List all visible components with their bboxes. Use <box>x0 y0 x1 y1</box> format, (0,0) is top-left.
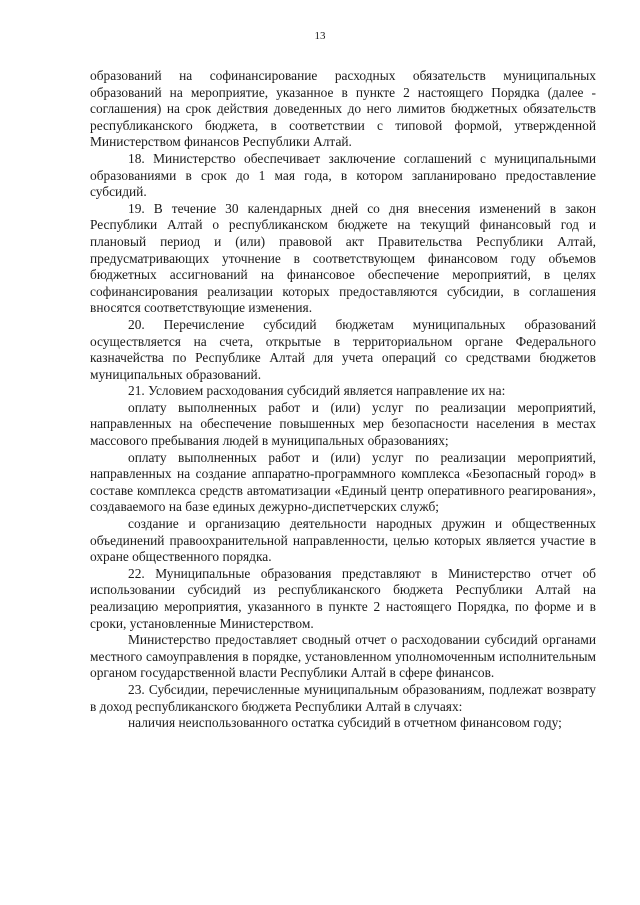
paragraph-20: 20. Перечисление субсидий бюджетам муниципальных образований осуществляется на счета, открытые в территориальном органе Федерального казначейства по Республике Алтай для учета операций со средствами бюджетов муниципальных образований. <box>90 316 596 382</box>
paragraph-22-report: Министерство предоставляет сводный отчет о расходовании субсидий органами местного самоуправления в порядке, установленном уполномоченным исполнительным органом государственной власти Республики Алтай в сфере финансов. <box>90 632 596 681</box>
page-number: 13 <box>314 30 326 42</box>
paragraph-continuation: образований на софинансирование расходных обязательств муниципальных образований на мероприятие, указанное в пункте 2 настоящего Порядка (далее - соглашения) на срок действия доведенных до него лимитов бюджетных обязательств республиканского бюджета, в соответствии с типовой формой, утвержденной Министерством финансов Республики Алтай. <box>90 68 596 150</box>
paragraph-21: 21. Условием расходования субсидий является направление их на: <box>128 383 506 399</box>
paragraph-21-item-2: оплату выполненных работ и (или) услуг по реализации мероприятий, направленных на создание аппаратно-программного комплекса «Безопасный город» в составе комплекса средств автоматизации «Единый центр оперативного реагирования», создаваемого на базе единых дежурно-диспетчерских служб; <box>90 449 596 515</box>
paragraph-21-item-1: оплату выполненных работ и (или) услуг по реализации мероприятий, направленных на обеспечение повышенных мер безопасности населения в местах массового пребывания людей в муниципальных образованиях; <box>90 399 596 449</box>
paragraph-21-item-3: создание и организацию деятельности народных дружин и общественных объединений правоохранительной направленности, целью которых является участие в охране общественного порядка. <box>90 516 596 565</box>
paragraph-23: 23. Субсидии, перечисленные муниципальным образованиям, подлежат возврату в доход республиканского бюджета Республики Алтай в случаях: <box>90 681 596 714</box>
paragraph-18: 18. Министерство обеспечивает заключение соглашений с муниципальными образованиями в срок до 1 мая года, в котором запланировано предоставление субсидий. <box>90 150 596 200</box>
document-body <box>90 68 596 732</box>
paragraph-19: 19. В течение 30 календарных дней со дня внесения изменений в закон Республики Алтай о республиканском бюджете на текущий финансовый год и плановый период и (или) правовой акт Правительства Республики Алтай, предусматривающих уточнение в соответствующем финансовом году объемов бюджетных ассигнований на финансовое обеспечение мероприятий, в целях софинансирования реализации которых предоставляются субсидии, в соглашения вносятся соответствующие изменения. <box>90 200 596 316</box>
paragraph-23-item-1: наличия неиспользованного остатка субсидий в отчетном финансовом году; <box>128 715 562 731</box>
paragraph-22: 22. Муниципальные образования представляют в Министерство отчет об использовании субсидий из республиканского бюджета Республики Алтай на реализацию мероприятия, указанного в пункте 2 настоящего Порядка, по форме и в сроки, установленные Министерством. <box>90 565 596 631</box>
